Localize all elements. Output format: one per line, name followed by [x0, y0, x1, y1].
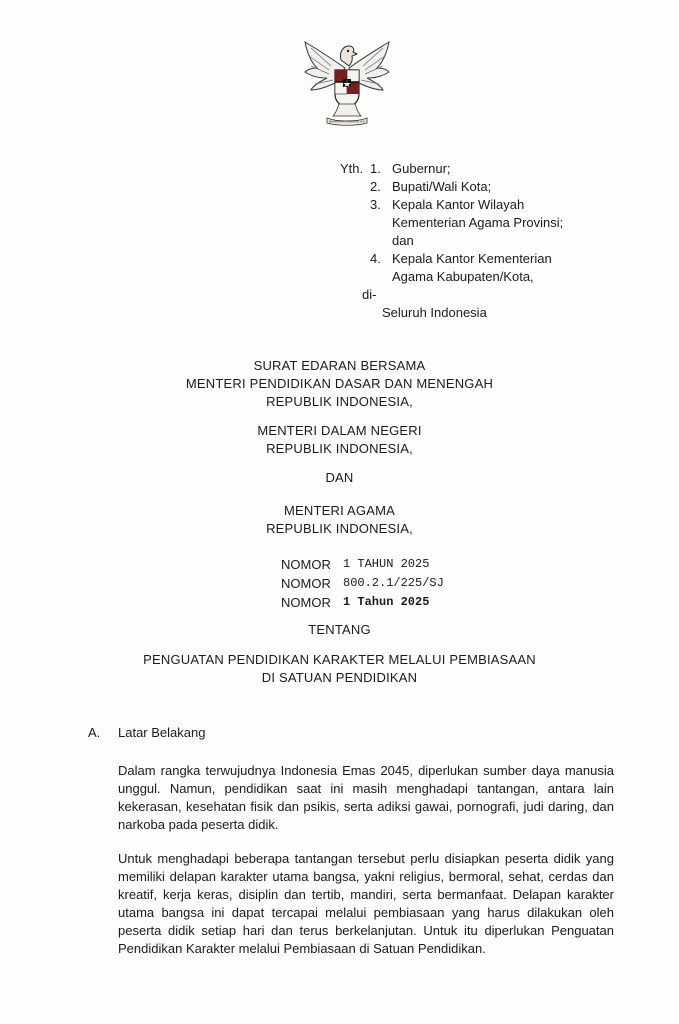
body-paragraph: Dalam rangka terwujudnya Indonesia Emas 2045, diperlukan sumber daya manusia unggul. Namun, pendidikan saat ini masih menghadapi tantangan, antara lain kekerasan, kesehatan fisik dan psikis, serta adiksi gawai, pornografi, judi daring, dan narkoba pada peserta didik.	[118, 763, 614, 832]
recipient-line: Kepala Kantor Wilayah	[392, 197, 525, 212]
recipient-number: 3.	[370, 197, 381, 212]
heading-block-2	[0, 422, 679, 458]
heading-line: REPUBLIK INDONESIA,	[266, 521, 413, 536]
nomor-label: NOMOR	[281, 557, 331, 572]
recipient-line: dan	[392, 233, 414, 248]
section-title: Latar Belakang	[118, 725, 206, 740]
body-paragraph: Untuk menghadapi beberapa tantangan tersebut perlu disiapkan peserta didik yang memiliki delapan karakter utama bangsa, yakni religius, bermoral, sehat, cerdas dan kreatif, kerja keras, disiplin dan tertib, mandiri, serta bermanfaat. Delapan karakter utama bangsa ini dapat tercapai melalui pembiasaan yang harus dilakukan oleh peserta didik setiap hari dan terus berkelanjutan. Untuk itu diperlukan Penguatan Pendidikan Karakter melalui Pembiasaan di Satuan Pendidikan.	[118, 851, 614, 956]
document-number-block	[281, 555, 444, 612]
recipient-number: 1.	[370, 161, 381, 176]
section-heading	[88, 725, 205, 740]
recipient-line: Bupati/Wali Kota;	[392, 179, 492, 194]
tentang-label: TENTANG	[308, 622, 371, 637]
recipient-line: Gubernur;	[392, 161, 451, 176]
heading-line: DAN	[325, 470, 354, 485]
nomor-value: 1 TAHUN 2025	[343, 557, 430, 571]
recipient-line: Agama Kabupaten/Kota,	[392, 269, 534, 284]
recipient-number: 2.	[370, 179, 381, 194]
nomor-value: 800.2.1/225/SJ	[343, 576, 444, 590]
nomor-label: NOMOR	[281, 576, 331, 591]
subject-title	[0, 651, 679, 687]
recipient-block	[340, 160, 602, 320]
recipient-prefix: Yth.	[340, 161, 364, 176]
heading-block-1	[0, 357, 679, 411]
heading-line: MENTERI DALAM NEGERI	[257, 423, 422, 438]
heading-dan	[0, 469, 679, 487]
subject-line: PENGUATAN PENDIDIKAN KARAKTER MELALUI PEMBIASAAN	[143, 652, 536, 667]
heading-line: MENTERI PENDIDIKAN DASAR DAN MENENGAH	[185, 376, 494, 391]
heading-line: SURAT EDARAN BERSAMA	[253, 358, 426, 373]
emblem-motto: BHINNEKA TUNGGAL IKA	[328, 119, 366, 124]
heading-line: REPUBLIK INDONESIA,	[266, 394, 413, 409]
subject-line: DI SATUAN PENDIDIKAN	[261, 670, 418, 685]
recipient-di: di-	[362, 287, 377, 302]
heading-line: MENTERI AGAMA	[284, 503, 395, 518]
recipient-location: Seluruh Indonesia	[382, 305, 487, 320]
section-letter: A.	[88, 725, 101, 740]
recipient-number: 4.	[370, 251, 381, 266]
garuda-emblem-icon	[301, 38, 393, 126]
recipient-line: Kepala Kantor Kementerian	[392, 251, 552, 266]
heading-block-3	[0, 502, 679, 538]
nomor-label: NOMOR	[281, 595, 331, 610]
nomor-value: 1 Tahun 2025	[343, 595, 430, 609]
recipient-line: Kementerian Agama Provinsi;	[392, 215, 564, 230]
heading-line: REPUBLIK INDONESIA,	[266, 441, 413, 456]
